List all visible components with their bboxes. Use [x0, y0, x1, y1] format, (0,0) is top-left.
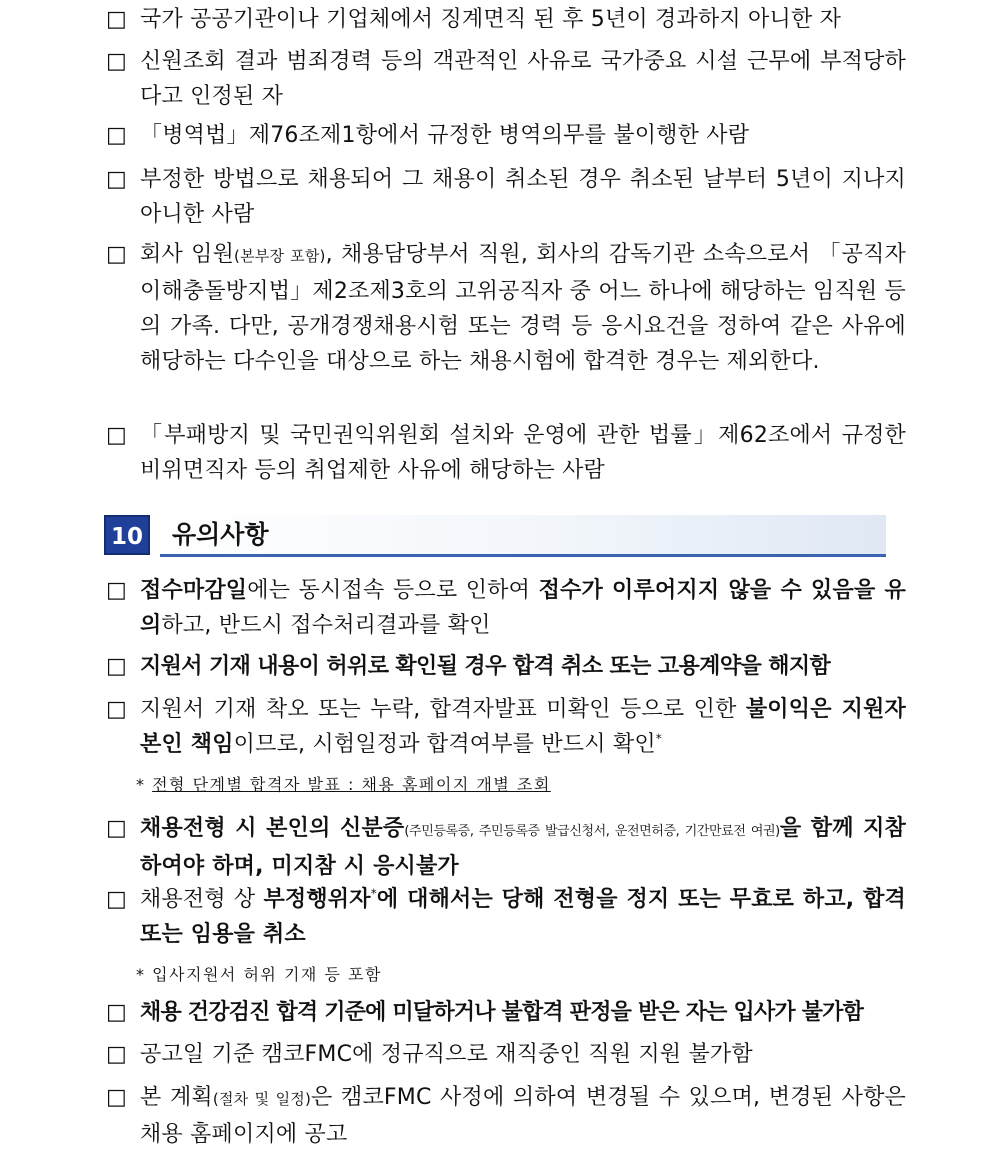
bold-text: 불이익은 지원자 본인 책임: [140, 697, 906, 757]
item-text: 「병역법」제76조제1항에서 규정한 병역의무를 불이행한 사람: [140, 123, 750, 148]
item-text-part: 본 계획: [140, 1085, 213, 1110]
list-item: [106, 573, 906, 643]
checkbox-icon: □: [106, 49, 127, 74]
item-text-part: 채용전형 상: [140, 887, 264, 912]
item-text-part: , 채용담당부서 직원, 회사의 감독기관 소속으로서 「공직자 이해충돌방지법」제2조제3호의 고위공직자 중 어느 하나에 해당하는 임직원 등의 가족. 다만, 공개경쟁채용시험 또는 경력 등 응시요건을 정하여 같은 사유에 해당하는 다수인을 대상으로 하는 채용시험에 합격한 경우는 제외한다.: [140, 242, 906, 374]
item-small-text: (본부장 포함): [234, 247, 326, 265]
section-header: [104, 515, 886, 559]
checkbox-icon: □: [106, 578, 127, 603]
item-text: 신원조회 결과 범죄경력 등의 객관적인 사유로 국가중요 시설 근무에 부적당하다고 인정된 자: [140, 49, 906, 109]
item-text-part: 이므로, 시험일정과 합격여부를 반드시 확인: [233, 732, 656, 757]
item-text: 채용 건강검진 합격 기준에 미달하거나 불합격 판정을 받은 자는 입사가 불가함: [140, 1000, 864, 1025]
footnote: [136, 774, 551, 796]
footnote-text: 입사지원서 허위 기재 등 포함: [152, 965, 382, 984]
checkbox-icon: □: [106, 816, 127, 841]
list-item: [106, 1037, 906, 1072]
list-item: [106, 882, 906, 952]
footnote-mark: *: [370, 886, 377, 901]
bold-text: 부정행위자: [263, 887, 371, 912]
footnote-mark: *: [136, 965, 146, 984]
item-text-part: 하고, 반드시 접수처리결과를 확인: [161, 613, 491, 638]
list-item: [106, 811, 906, 884]
item-text-part: 에는 동시접속 등으로 인하여: [247, 578, 539, 603]
item-text: 국가 공공기관이나 기업체에서 징계면직 된 후 5년이 경과하지 아니한 자: [140, 7, 842, 32]
item-text-part: 지원서 기재 착오 또는 누락, 합격자발표 미확인 등으로 인한: [140, 697, 746, 722]
list-item: [106, 1080, 906, 1152]
item-text-part: 은 캠코FMC 사정에 의하여 변경될 수 있으며, 변경된 사항은 채용 홈페이지에 공고: [140, 1085, 906, 1147]
footnote: [136, 964, 382, 986]
bold-text: 에 대해서는 당해 전형을 정지 또는 무효로 하고, 합격 또는 임용을 취소: [140, 887, 906, 947]
footnote-text: 전형 단계별 합격자 발표 : 채용 홈페이지 개별 조회: [152, 775, 551, 794]
checkbox-icon: □: [106, 887, 127, 912]
list-item: [106, 995, 906, 1030]
checkbox-icon: □: [106, 1000, 127, 1025]
list-item: [106, 649, 906, 684]
list-item: [106, 118, 906, 153]
bold-text: 접수가 이루어지지 않을 수 있음을 유의: [140, 578, 907, 638]
list-item: [106, 44, 906, 114]
list-item: [106, 237, 906, 379]
bold-text: 채용전형 시 본인의 신분증: [140, 816, 405, 841]
section-underline: [160, 554, 886, 557]
checkbox-icon: □: [106, 7, 127, 32]
item-text: [140, 882, 906, 952]
item-text: 지원서 기재 내용이 허위로 확인될 경우 합격 취소 또는 고용계약을 해지함: [140, 654, 831, 679]
checkbox-icon: □: [106, 423, 127, 448]
item-text: 「부패방지 및 국민권익위원회 설치와 운영에 관한 법률」제62조에서 규정한 비위면직자 등의 취업제한 사유에 해당하는 사람: [140, 423, 906, 483]
bold-text: 접수마감일: [140, 578, 248, 603]
item-text: [140, 1080, 906, 1152]
item-text: [140, 811, 906, 884]
checkbox-icon: □: [106, 242, 127, 267]
list-item: [106, 2, 906, 37]
section-title-bar: [160, 515, 886, 555]
footnote-mark: *: [136, 775, 146, 794]
item-text: [140, 237, 906, 379]
item-text-part: 회사 임원: [140, 242, 235, 267]
footnote-mark: *: [655, 731, 662, 746]
bold-text: 을 함께 지참하여야 하며, 미지참 시 응시불가: [140, 816, 907, 879]
section-title: 유의사항: [172, 520, 269, 549]
item-text: [140, 692, 906, 762]
section-number: 10: [104, 515, 150, 555]
list-item: [106, 692, 906, 762]
item-small-text: (주민등록증, 주민등록증 발급신청서, 운전면허증, 기간만료전 여권): [404, 824, 780, 839]
checkbox-icon: □: [106, 1085, 127, 1110]
item-text: 부정한 방법으로 채용되어 그 채용이 취소된 경우 취소된 날부터 5년이 지나지 아니한 사람: [140, 167, 906, 227]
checkbox-icon: □: [106, 167, 127, 192]
list-item: [106, 418, 906, 488]
checkbox-icon: □: [106, 697, 127, 722]
checkbox-icon: □: [106, 1042, 127, 1067]
item-text: 공고일 기준 캠코FMC에 정규직으로 재직중인 직원 지원 불가함: [140, 1042, 753, 1067]
list-item: [106, 162, 906, 232]
checkbox-icon: □: [106, 654, 127, 679]
checkbox-icon: □: [106, 123, 127, 148]
item-text: [140, 573, 906, 643]
item-small-text: (절차 및 일정): [212, 1090, 312, 1108]
